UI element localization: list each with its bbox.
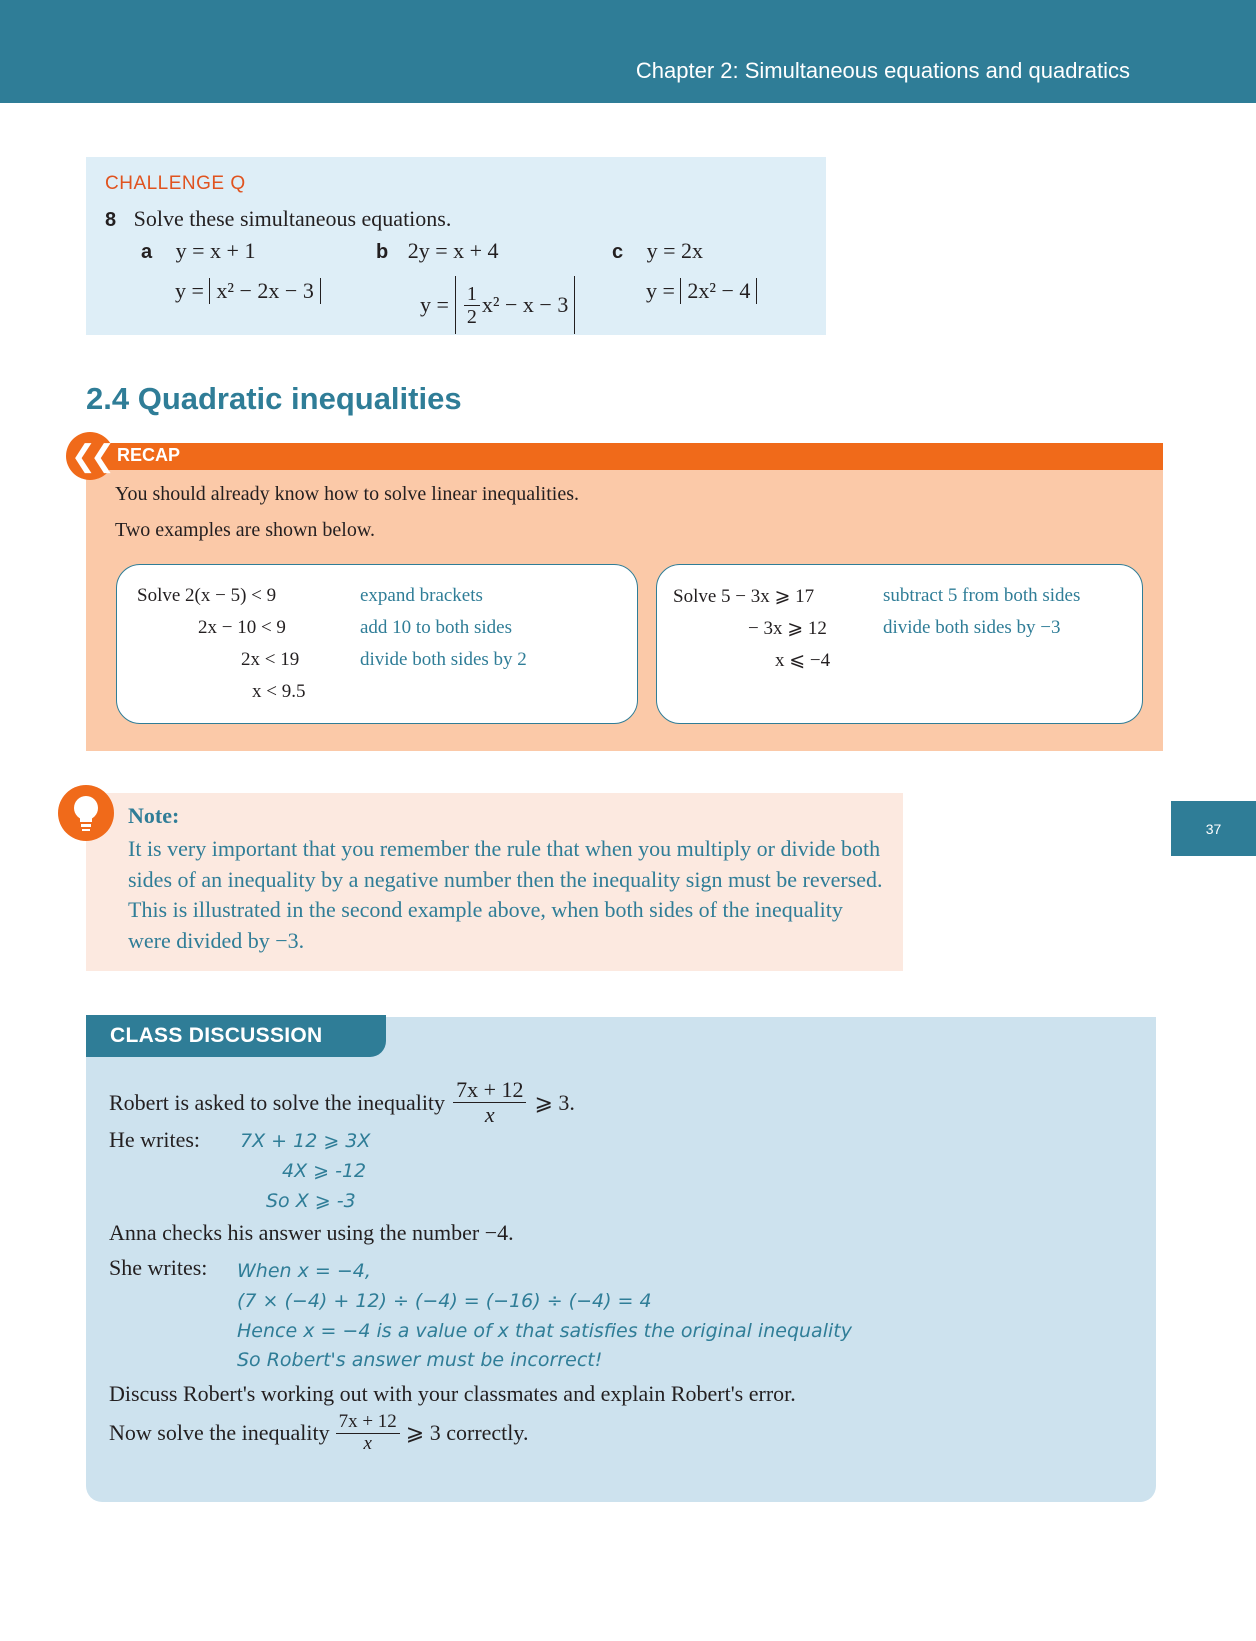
recap-line-2: Two examples are shown below. — [115, 519, 376, 541]
robert-line-2: 4X ⩾ -12 — [282, 1160, 367, 1182]
question-8 — [105, 206, 451, 232]
part-c-eq1 — [612, 238, 703, 264]
part-a-absolute-value — [209, 278, 320, 304]
part-a-eq1 — [141, 238, 255, 264]
anna-line-4: So Robert's answer must be incorrect! — [237, 1349, 603, 1371]
recap-line-1: You should already know how to solve linear inequalities. — [115, 483, 580, 505]
part-b-frac-den: 2 — [466, 305, 477, 328]
discussion-intro — [109, 1078, 575, 1127]
recap-label: RECAP — [117, 445, 181, 465]
part-b-abs-rest: x² − x − 3 — [481, 292, 569, 317]
part-c-eq2 — [646, 278, 757, 304]
page-number: 37 — [1171, 801, 1256, 856]
class-discussion-label: CLASS DISCUSSION — [110, 1024, 323, 1047]
anna-line-1: When x = −4, — [237, 1260, 371, 1282]
now-solve-frac-num: 7x + 12 — [336, 1412, 400, 1434]
example1-step-1: Solve 2(x − 5) < 9 — [137, 585, 277, 606]
note-title: Note: — [128, 803, 180, 828]
lightbulb-icon — [58, 785, 114, 841]
anna-checks: Anna checks his answer using the number −4. — [109, 1220, 514, 1245]
part-a-y-equals: y = — [175, 278, 204, 303]
part-a-eq2 — [175, 278, 321, 304]
part-b-equation-1: 2y = x + 4 — [407, 238, 499, 263]
chapter-title: Chapter 2: Simultaneous equations and quadratics — [635, 58, 1130, 83]
part-a-equation-1: y = x + 1 — [175, 238, 256, 263]
anna-line-2: (7 × (−4) + 12) ÷ (−4) = (−16) ÷ (−4) = 4 — [237, 1290, 652, 1312]
double-chevron-left-icon: ❮❮ — [66, 432, 114, 480]
robert-line-1: 7X + 12 ⩾ 3X — [240, 1130, 371, 1152]
part-c-y-equals: y = — [646, 278, 675, 303]
she-writes-label: She writes: — [109, 1255, 208, 1280]
now-solve-instruction — [109, 1412, 528, 1455]
anna-line-3: Hence x = −4 is a value of x that satisfies the original inequality — [237, 1320, 852, 1342]
example1-hint-2: add 10 to both sides — [360, 617, 512, 638]
discuss-instruction: Discuss Robert's working out with your classmates and explain Robert's error. — [109, 1381, 796, 1406]
example2-step-1: Solve 5 − 3x ⩾ 17 — [673, 586, 815, 607]
part-b-frac-num: 1 — [464, 283, 480, 306]
part-b-y-equals: y = — [420, 292, 449, 317]
discussion-fraction — [453, 1078, 526, 1127]
example1-hint-1: expand brackets — [360, 585, 483, 606]
part-b-absolute-value — [455, 276, 575, 334]
recap-header-bar — [86, 443, 1163, 470]
example1-hint-3: divide both sides by 2 — [360, 649, 527, 670]
now-solve-tail: ⩾ 3 correctly. — [405, 1420, 529, 1446]
example2-step-3: x ⩽ −4 — [775, 650, 831, 671]
discussion-intro-text: Robert is asked to solve the inequality — [109, 1089, 446, 1115]
part-b-eq2 — [420, 276, 575, 334]
part-c-equation-1: y = 2x — [646, 238, 704, 263]
part-a-letter: a — [141, 241, 153, 263]
discussion-intro-tail: ⩾ 3. — [534, 1089, 575, 1115]
he-writes-label: He writes: — [109, 1127, 201, 1152]
part-c-absolute-value — [680, 278, 757, 304]
discussion-frac-den: x — [484, 1102, 495, 1128]
example1-step-2: 2x − 10 < 9 — [198, 617, 286, 638]
part-a-abs-content: x² − 2x − 3 — [216, 278, 314, 303]
chapter-header-bar — [0, 0, 1256, 103]
part-c-abs-content: 2x² − 4 — [687, 278, 751, 303]
part-b-eq1 — [376, 238, 499, 264]
example2-hint-2: divide both sides by −3 — [883, 617, 1061, 638]
now-solve-fraction — [336, 1412, 400, 1455]
example2-step-2: − 3x ⩾ 12 — [748, 618, 827, 639]
example1-step-3: 2x < 19 — [241, 649, 300, 670]
now-solve-text: Now solve the inequality — [109, 1420, 330, 1446]
example1-step-4: x < 9.5 — [252, 681, 306, 702]
section-title: 2.4 Quadratic inequalities — [86, 381, 462, 416]
robert-line-3: So X ⩾ -3 — [266, 1190, 356, 1212]
discussion-frac-num: 7x + 12 — [453, 1078, 526, 1103]
part-b-fraction — [464, 283, 480, 328]
challenge-label: CHALLENGE Q — [105, 173, 246, 194]
part-c-letter: c — [612, 241, 624, 263]
question-number: 8 — [105, 209, 117, 231]
note-body: It is very important that you remember the rule that when you multiply or divide both sides of an inequality by a negative number then the inequality sign must be reversed. This is illustrated in the second example above, when both sides of the inequality were divided by −3. — [128, 836, 883, 953]
question-text: Solve these simultaneous equations. — [133, 206, 452, 231]
now-solve-frac-den: x — [363, 1432, 372, 1454]
example2-hint-1: subtract 5 from both sides — [883, 585, 1081, 606]
part-b-letter: b — [376, 241, 389, 263]
